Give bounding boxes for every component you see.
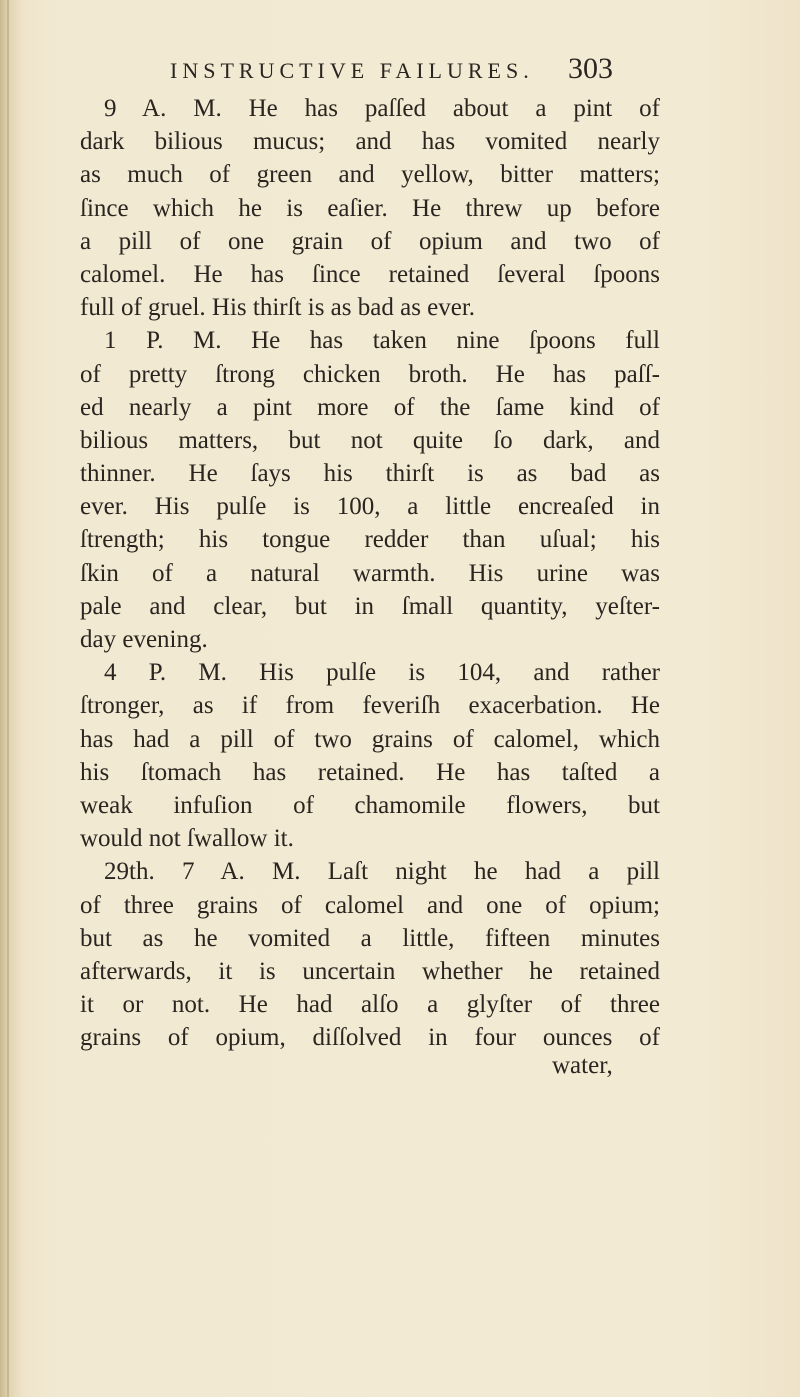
text-line: calomel. He has ſince retained ſeveral ſpoons xyxy=(80,260,660,288)
text-line: bilious matters, but not quite ſo dark, and xyxy=(80,426,660,454)
text-line: ever. His pulſe is 100, a little encreaſed in xyxy=(80,493,660,521)
catchword: water, xyxy=(552,1052,613,1079)
text-line: it or not. He had alſo a glyſter of three xyxy=(80,991,660,1019)
text-line: dark bilious mucus; and has vomited nearly xyxy=(80,128,660,156)
text-line: afterwards, it is uncertain whether he retained xyxy=(80,957,660,985)
text-line: of pretty ſtrong chicken broth. He has paſſ- xyxy=(80,360,660,388)
text-line: weak infuſion of chamomile flowers, but xyxy=(80,791,660,819)
text-line: full of gruel. His thirſt is as bad as ever. xyxy=(80,294,476,322)
text-line: has had a pill of two grains of calomel, which xyxy=(80,725,660,753)
page-header xyxy=(0,50,800,90)
text-line: would not ſwallow it. xyxy=(80,825,294,853)
text-line: pale and clear, but in ſmall quantity, yeſter- xyxy=(80,592,660,620)
binding-gutter xyxy=(7,0,9,1397)
text-line: day evening. xyxy=(80,626,208,653)
text-line: but as he vomited a little, fifteen minutes xyxy=(80,924,660,952)
text-line: thinner. He ſays his thirſt is as bad as xyxy=(80,460,660,488)
text-line: 1 P. M. He has taken nine ſpoons full xyxy=(104,327,660,355)
text-line: ſtronger, as if from feveriſh exacerbation. He xyxy=(80,692,660,720)
body-text xyxy=(80,92,660,1054)
text-line: a pill of one grain of opium and two of xyxy=(80,227,660,255)
text-line: as much of green and yellow, bitter matters; xyxy=(80,161,660,189)
text-line: 29th. 7 A. M. Laſt night he had a pill xyxy=(104,858,660,886)
text-line: ed nearly a pint more of the ſame kind of xyxy=(80,393,660,421)
text-line: his ſtomach has retained. He has taſted a xyxy=(80,758,660,786)
text-line: 4 P. M. His pulſe is 104, and rather xyxy=(104,659,660,687)
text-line: ſince which he is eaſier. He threw up before xyxy=(80,194,660,222)
text-line: 9 A. M. He has paſſed about a pint of xyxy=(104,95,660,122)
page-number: 303 xyxy=(568,52,613,85)
text-line: grains of opium, diſſolved in four ounces of xyxy=(80,1024,660,1052)
text-line: of three grains of calomel and one of opium; xyxy=(80,891,660,919)
text-line: ſkin of a natural warmth. His urine was xyxy=(80,559,660,587)
running-title: INSTRUCTIVE FAILURES. xyxy=(170,58,534,83)
text-line: ſtrength; his tongue redder than uſual; his xyxy=(80,526,660,554)
